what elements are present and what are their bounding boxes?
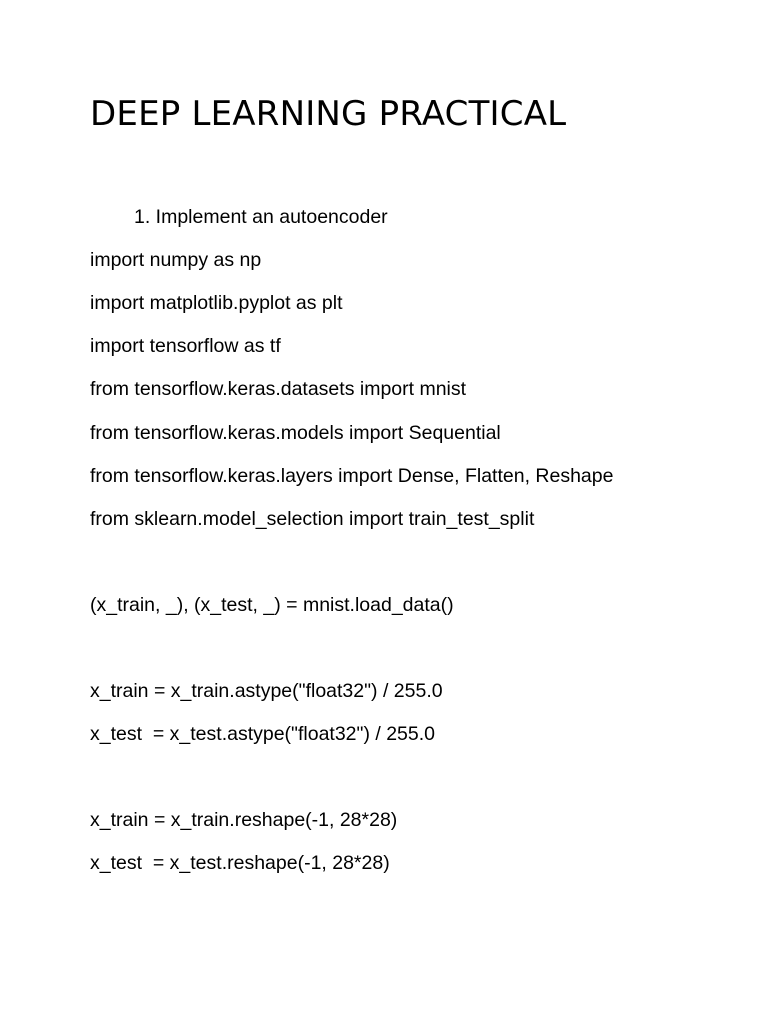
code-line: from tensorflow.keras.datasets import mnist xyxy=(90,378,467,400)
numbered-list-item: 1. Implement an autoencoder xyxy=(134,206,388,228)
document-title: DEEP LEARNING PRACTICAL xyxy=(90,94,567,134)
code-line: (x_train, _), (x_test, _) = mnist.load_data() xyxy=(90,594,454,616)
code-line: x_test = x_test.reshape(-1, 28*28) xyxy=(90,852,390,874)
code-line: import matplotlib.pyplot as plt xyxy=(90,292,343,314)
code-line: x_train = x_train.astype("float32") / 255.0 xyxy=(90,680,443,702)
code-line: from tensorflow.keras.models import Sequential xyxy=(90,422,501,444)
code-line: from tensorflow.keras.layers import Dense, Flatten, Reshape xyxy=(90,465,614,487)
code-line: import numpy as np xyxy=(90,249,262,271)
code-line: x_train = x_train.reshape(-1, 28*28) xyxy=(90,809,398,831)
code-line: from sklearn.model_selection import train_test_split xyxy=(90,508,535,530)
code-line: x_test = x_test.astype("float32") / 255.0 xyxy=(90,723,435,745)
code-line: import tensorflow as tf xyxy=(90,335,281,357)
